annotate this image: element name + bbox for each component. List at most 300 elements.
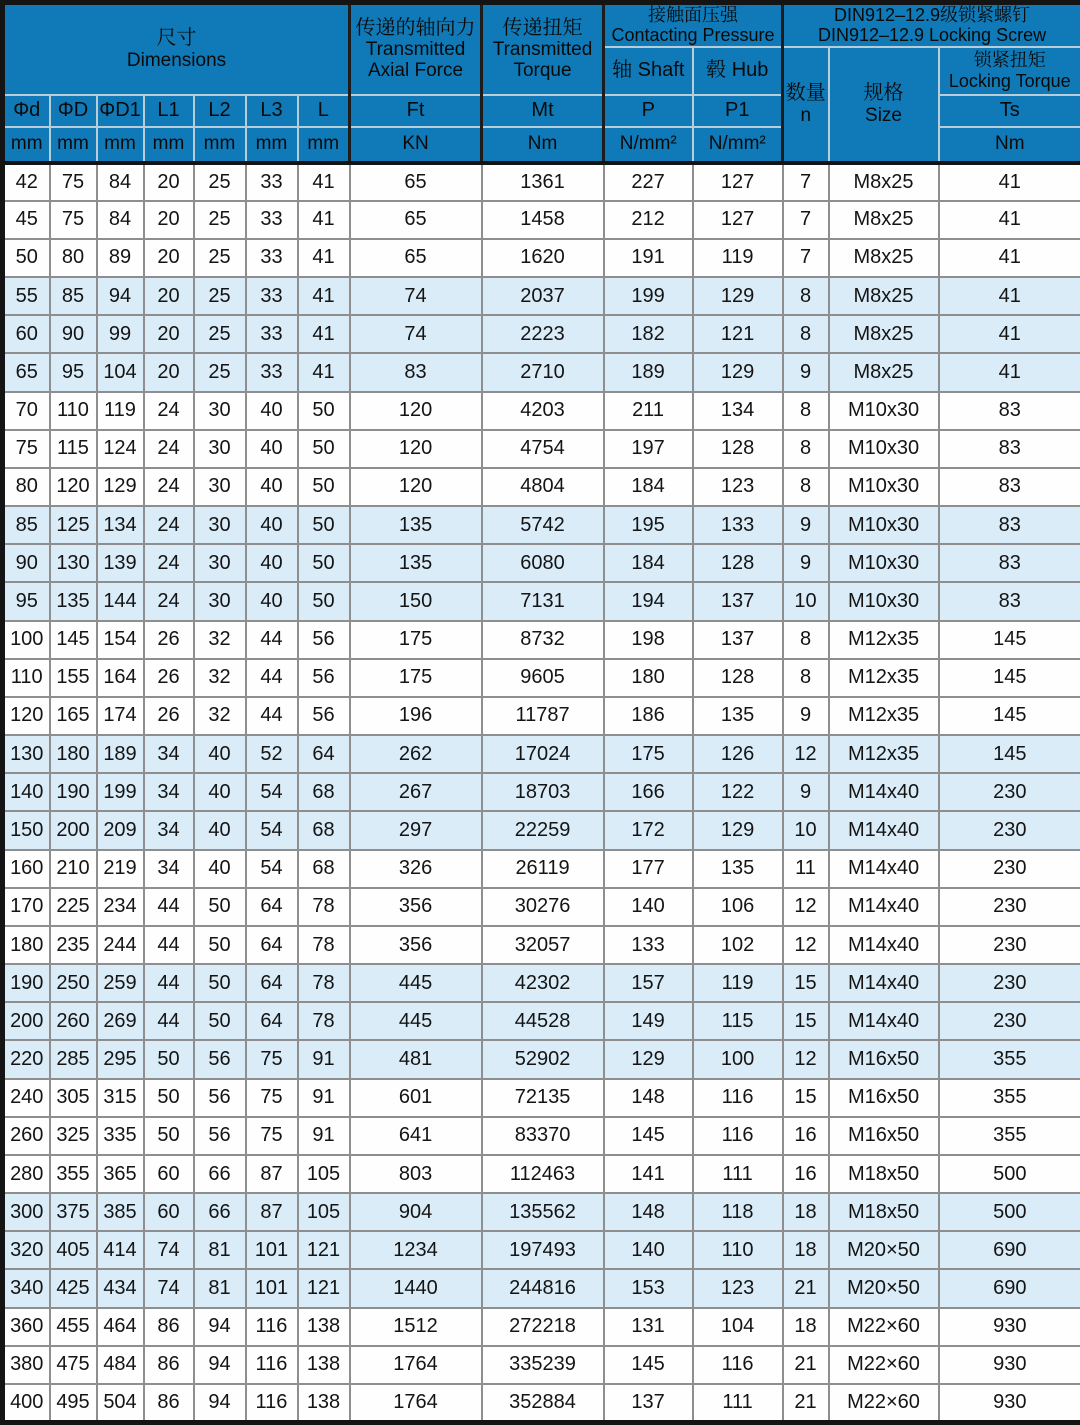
table-cell: 191 — [604, 239, 693, 277]
header-quantity-zh: 数量 — [785, 82, 826, 105]
table-cell: 33 — [246, 239, 298, 277]
table-cell: 41 — [298, 239, 350, 277]
table-cell: 110 — [3, 659, 50, 697]
table-cell: 1512 — [350, 1308, 482, 1346]
table-cell: 24 — [144, 582, 194, 620]
table-cell: 50 — [3, 239, 50, 277]
table-cell: 149 — [604, 1002, 693, 1040]
table-cell: M8x25 — [829, 239, 939, 277]
table-cell: 32057 — [482, 926, 604, 964]
table-cell: 135 — [50, 582, 97, 620]
table-cell: 72135 — [482, 1079, 604, 1117]
table-cell: 115 — [693, 1002, 783, 1040]
table-cell: 75 — [246, 1079, 298, 1117]
table-cell: 104 — [97, 353, 144, 391]
table-cell: 42 — [3, 163, 50, 201]
table-cell: 8 — [783, 621, 829, 659]
table-cell: 50 — [144, 1040, 194, 1078]
table-cell: 80 — [3, 468, 50, 506]
table-cell: 20 — [144, 201, 194, 239]
table-cell: 116 — [693, 1079, 783, 1117]
unit-Nm-1: Nm — [482, 127, 604, 163]
table-cell: 1620 — [482, 239, 604, 277]
table-cell: 115 — [50, 430, 97, 468]
table-cell: 64 — [246, 964, 298, 1002]
table-row — [3, 1079, 1080, 1117]
table-cell: 30 — [194, 430, 246, 468]
table-cell: 120 — [350, 430, 482, 468]
table-header — [3, 3, 1080, 163]
table-cell: 30 — [194, 468, 246, 506]
table-cell: 75 — [50, 201, 97, 239]
table-cell: 340 — [3, 1269, 50, 1307]
table-cell: 135 — [693, 697, 783, 735]
table-cell: 641 — [350, 1117, 482, 1155]
table-cell: 170 — [3, 888, 50, 926]
header-axial-force-en1: Transmitted — [365, 39, 466, 61]
table-row — [3, 163, 1080, 201]
table-cell: 45 — [3, 201, 50, 239]
table-cell: 129 — [604, 1040, 693, 1078]
table-cell: 25 — [194, 315, 246, 353]
table-cell: 111 — [693, 1155, 783, 1193]
table-cell: 355 — [939, 1117, 1080, 1155]
table-cell: 33 — [246, 163, 298, 201]
table-cell: 904 — [350, 1193, 482, 1231]
table-cell: 20 — [144, 277, 194, 315]
table-cell: M8x25 — [829, 315, 939, 353]
table-cell: 262 — [350, 735, 482, 773]
table-row — [3, 544, 1080, 582]
table-cell: 315 — [97, 1079, 144, 1117]
table-cell: 131 — [604, 1308, 693, 1346]
table-row — [3, 277, 1080, 315]
table-cell: 50 — [194, 1002, 246, 1040]
table-cell: M8x25 — [829, 163, 939, 201]
table-row — [3, 811, 1080, 849]
header-locking-screw-en: DIN912–12.9 Locking Screw — [817, 25, 1047, 46]
table-cell: 11787 — [482, 697, 604, 735]
table-cell: 930 — [939, 1308, 1080, 1346]
table-cell: 9605 — [482, 659, 604, 697]
table-cell: 4203 — [482, 392, 604, 430]
table-cell: 134 — [97, 506, 144, 544]
table-cell: 34 — [144, 735, 194, 773]
table-cell: 78 — [298, 926, 350, 964]
table-cell: 227 — [604, 163, 693, 201]
table-cell: 9 — [783, 544, 829, 582]
table-cell: 135 — [350, 506, 482, 544]
table-cell: 1361 — [482, 163, 604, 201]
table-cell: 65 — [350, 201, 482, 239]
table-cell: 230 — [939, 773, 1080, 811]
table-cell: 70 — [3, 392, 50, 430]
table-cell: 137 — [693, 582, 783, 620]
table-cell: 34 — [144, 811, 194, 849]
table-cell: 105 — [298, 1193, 350, 1231]
table-cell: 133 — [693, 506, 783, 544]
header-hub-label: 毂 Hub — [706, 59, 769, 82]
table-cell: 124 — [97, 430, 144, 468]
table-cell: 335 — [97, 1117, 144, 1155]
table-cell: 7 — [783, 239, 829, 277]
table-cell: 138 — [298, 1308, 350, 1346]
table-cell: 68 — [298, 811, 350, 849]
table-cell: 26 — [144, 697, 194, 735]
table-cell: 126 — [693, 735, 783, 773]
table-cell: 325 — [50, 1117, 97, 1155]
table-cell: 133 — [604, 926, 693, 964]
table-cell: 16 — [783, 1155, 829, 1193]
table-cell: 365 — [97, 1155, 144, 1193]
table-cell: 78 — [298, 964, 350, 1002]
table-cell: 15 — [783, 1079, 829, 1117]
table-cell: 174 — [97, 697, 144, 735]
table-cell: 56 — [298, 697, 350, 735]
table-cell: 230 — [939, 850, 1080, 888]
table-cell: 18 — [783, 1231, 829, 1269]
table-cell: 41 — [298, 163, 350, 201]
table-cell: 140 — [604, 888, 693, 926]
table-cell: M14x40 — [829, 773, 939, 811]
header-dimensions — [3, 3, 350, 95]
table-cell: 85 — [3, 506, 50, 544]
table-cell: 65 — [3, 353, 50, 391]
table-body — [3, 163, 1080, 1423]
table-cell: 116 — [693, 1117, 783, 1155]
unit-mm-3: mm — [97, 127, 144, 163]
table-row — [3, 392, 1080, 430]
table-cell: 41 — [298, 277, 350, 315]
table-cell: 83 — [939, 582, 1080, 620]
table-cell: 4754 — [482, 430, 604, 468]
table-cell: 464 — [97, 1308, 144, 1346]
table-cell: M14x40 — [829, 1002, 939, 1040]
table-cell: 41 — [298, 315, 350, 353]
table-cell: 4804 — [482, 468, 604, 506]
table-cell: 8 — [783, 315, 829, 353]
table-cell: 230 — [939, 811, 1080, 849]
table-cell: 175 — [350, 659, 482, 697]
table-cell: 129 — [693, 277, 783, 315]
table-cell: 129 — [97, 468, 144, 506]
table-cell: 601 — [350, 1079, 482, 1117]
table-cell: 175 — [604, 735, 693, 773]
table-cell: 225 — [50, 888, 97, 926]
table-cell: 44 — [144, 926, 194, 964]
table-cell: 414 — [97, 1231, 144, 1269]
table-cell: 50 — [298, 430, 350, 468]
table-cell: 145 — [939, 735, 1080, 773]
table-cell: 44 — [144, 888, 194, 926]
table-cell: M10x30 — [829, 392, 939, 430]
table-cell: 30276 — [482, 888, 604, 926]
table-cell: 445 — [350, 964, 482, 1002]
table-cell: 280 — [3, 1155, 50, 1193]
table-row — [3, 239, 1080, 277]
symbol-L1: L1 — [144, 95, 194, 127]
table-cell: 110 — [50, 392, 97, 430]
table-cell: 186 — [604, 697, 693, 735]
table-cell: 335239 — [482, 1346, 604, 1384]
table-cell: 130 — [50, 544, 97, 582]
table-cell: 16 — [783, 1117, 829, 1155]
table-cell: 175 — [350, 621, 482, 659]
table-row — [3, 926, 1080, 964]
table-cell: M22×60 — [829, 1346, 939, 1384]
table-cell: 356 — [350, 888, 482, 926]
table-cell: M14x40 — [829, 811, 939, 849]
table-cell: 285 — [50, 1040, 97, 1078]
table-row — [3, 201, 1080, 239]
table-row — [3, 315, 1080, 353]
table-cell: 26119 — [482, 850, 604, 888]
table-row — [3, 1308, 1080, 1346]
symbol-P: P — [604, 95, 693, 127]
table-cell: 12 — [783, 1040, 829, 1078]
table-cell: 1764 — [350, 1384, 482, 1423]
table-cell: 235 — [50, 926, 97, 964]
table-cell: 81 — [194, 1231, 246, 1269]
table-cell: 32 — [194, 659, 246, 697]
symbol-Ts: Ts — [939, 95, 1080, 127]
table-cell: 484 — [97, 1346, 144, 1384]
table-cell: 52 — [246, 735, 298, 773]
table-cell: 24 — [144, 468, 194, 506]
table-cell: 690 — [939, 1269, 1080, 1307]
table-cell: 190 — [50, 773, 97, 811]
table-cell: 41 — [298, 353, 350, 391]
table-cell: 240 — [3, 1079, 50, 1117]
table-cell: 504 — [97, 1384, 144, 1423]
table-cell: 21 — [783, 1384, 829, 1423]
table-cell: 145 — [604, 1117, 693, 1155]
table-cell: 50 — [144, 1079, 194, 1117]
unit-mm-6: mm — [246, 127, 298, 163]
table-cell: 212 — [604, 201, 693, 239]
table-cell: 199 — [97, 773, 144, 811]
table-cell: 122 — [693, 773, 783, 811]
table-cell: 189 — [604, 353, 693, 391]
table-cell: 127 — [693, 163, 783, 201]
table-cell: 145 — [604, 1346, 693, 1384]
table-cell: 64 — [246, 888, 298, 926]
unit-Nm-2: Nm — [939, 127, 1080, 163]
table-cell: 54 — [246, 850, 298, 888]
table-cell: 116 — [693, 1346, 783, 1384]
table-cell: 320 — [3, 1231, 50, 1269]
table-cell: 500 — [939, 1193, 1080, 1231]
table-cell: M8x25 — [829, 201, 939, 239]
table-cell: 9 — [783, 697, 829, 735]
table-cell: 90 — [3, 544, 50, 582]
table-cell: 24 — [144, 392, 194, 430]
table-cell: 86 — [144, 1346, 194, 1384]
table-cell: M10x30 — [829, 582, 939, 620]
table-cell: 41 — [939, 239, 1080, 277]
table-cell: 94 — [97, 277, 144, 315]
table-cell: 25 — [194, 201, 246, 239]
header-torque-en1: Transmitted — [492, 39, 593, 61]
table-cell: M16x50 — [829, 1079, 939, 1117]
table-cell: 40 — [194, 850, 246, 888]
table-cell: 269 — [97, 1002, 144, 1040]
table-cell: 8 — [783, 392, 829, 430]
table-cell: 244 — [97, 926, 144, 964]
table-row — [3, 1346, 1080, 1384]
header-locking-torque-zh: 锁紧扭矩 — [973, 50, 1046, 71]
header-size-zh: 规格 — [863, 82, 904, 105]
table-row — [3, 582, 1080, 620]
table-cell: 101 — [246, 1269, 298, 1307]
table-cell: 52902 — [482, 1040, 604, 1078]
table-cell: 141 — [604, 1155, 693, 1193]
table-cell: 102 — [693, 926, 783, 964]
table-cell: 40 — [246, 506, 298, 544]
table-cell: 54 — [246, 811, 298, 849]
table-cell: 99 — [97, 315, 144, 353]
table-cell: 18 — [783, 1308, 829, 1346]
table-cell: 145 — [939, 659, 1080, 697]
header-shaft — [604, 47, 693, 95]
table-cell: M10x30 — [829, 544, 939, 582]
table-cell: 360 — [3, 1308, 50, 1346]
table-cell: 259 — [97, 964, 144, 1002]
table-cell: 7 — [783, 163, 829, 201]
table-cell: 267 — [350, 773, 482, 811]
unit-mm-4: mm — [144, 127, 194, 163]
table-cell: 87 — [246, 1155, 298, 1193]
table-cell: 139 — [97, 544, 144, 582]
table-cell: 44 — [246, 697, 298, 735]
table-cell: 40 — [194, 811, 246, 849]
table-cell: M8x25 — [829, 353, 939, 391]
table-row — [3, 468, 1080, 506]
table-cell: 356 — [350, 926, 482, 964]
table-cell: 9 — [783, 506, 829, 544]
table-cell: 55 — [3, 277, 50, 315]
table-cell: 64 — [246, 1002, 298, 1040]
table-cell: 32 — [194, 697, 246, 735]
table-cell: 40 — [246, 468, 298, 506]
table-cell: 1458 — [482, 201, 604, 239]
table-cell: 40 — [246, 430, 298, 468]
table-cell: 165 — [50, 697, 97, 735]
table-cell: 20 — [144, 353, 194, 391]
table-cell: 6080 — [482, 544, 604, 582]
table-cell: 148 — [604, 1079, 693, 1117]
table-cell: 44 — [144, 1002, 194, 1040]
table-cell: 75 — [246, 1040, 298, 1078]
table-cell: M18x50 — [829, 1193, 939, 1231]
table-cell: 153 — [604, 1269, 693, 1307]
table-cell: 128 — [693, 430, 783, 468]
symbol-P1: P1 — [693, 95, 783, 127]
symbol-phi-d: Φd — [3, 95, 50, 127]
table-cell: 90 — [50, 315, 97, 353]
table-row — [3, 1193, 1080, 1231]
table-cell: 2710 — [482, 353, 604, 391]
table-cell: 211 — [604, 392, 693, 430]
table-cell: 10 — [783, 811, 829, 849]
table-cell: 40 — [246, 392, 298, 430]
table-cell: 230 — [939, 926, 1080, 964]
header-torque-en2: Torque — [513, 60, 572, 82]
table-cell: 50 — [144, 1117, 194, 1155]
unit-mm-1: mm — [3, 127, 50, 163]
header-torque-zh: 传递扭矩 — [502, 16, 583, 39]
table-cell: 110 — [693, 1231, 783, 1269]
table-cell: 41 — [298, 201, 350, 239]
table-cell: 12 — [783, 926, 829, 964]
table-cell: 150 — [350, 582, 482, 620]
table-row — [3, 506, 1080, 544]
table-cell: 129 — [693, 353, 783, 391]
table-cell: 40 — [194, 735, 246, 773]
table-cell: 86 — [144, 1308, 194, 1346]
header-axial-force-en2: Axial Force — [368, 60, 464, 82]
table-cell: 135562 — [482, 1193, 604, 1231]
table-cell: 184 — [604, 468, 693, 506]
table-cell: 30 — [194, 506, 246, 544]
table-cell: 177 — [604, 850, 693, 888]
table-cell: 87 — [246, 1193, 298, 1231]
header-pressure-en: Contacting Pressure — [611, 25, 775, 46]
table-cell: 40 — [194, 773, 246, 811]
header-dimensions-en: Dimensions — [126, 49, 227, 71]
table-cell: M8x25 — [829, 277, 939, 315]
table-cell: M20×50 — [829, 1269, 939, 1307]
table-cell: 250 — [50, 964, 97, 1002]
table-cell: M12x35 — [829, 621, 939, 659]
table-cell: 105 — [298, 1155, 350, 1193]
symbol-Ft: Ft — [350, 95, 482, 127]
table-cell: 80 — [50, 239, 97, 277]
header-torque — [482, 3, 604, 95]
table-cell: 64 — [246, 926, 298, 964]
table-cell: M10x30 — [829, 506, 939, 544]
table-cell: 209 — [97, 811, 144, 849]
table-cell: 445 — [350, 1002, 482, 1040]
table-cell: 145 — [939, 697, 1080, 735]
table-cell: M18x50 — [829, 1155, 939, 1193]
table-cell: 118 — [693, 1193, 783, 1231]
table-row — [3, 1040, 1080, 1078]
table-cell: M12x35 — [829, 659, 939, 697]
table-row — [3, 735, 1080, 773]
table-cell: 234 — [97, 888, 144, 926]
table-cell: 74 — [144, 1269, 194, 1307]
table-cell: 352884 — [482, 1384, 604, 1423]
table-cell: 94 — [194, 1346, 246, 1384]
table-cell: 180 — [604, 659, 693, 697]
symbol-L2: L2 — [194, 95, 246, 127]
table-cell: 495 — [50, 1384, 97, 1423]
table-cell: 30 — [194, 582, 246, 620]
table-cell: 154 — [97, 621, 144, 659]
table-cell: 56 — [194, 1040, 246, 1078]
table-cell: 140 — [604, 1231, 693, 1269]
table-cell: 135 — [693, 850, 783, 888]
table-cell: M22×60 — [829, 1384, 939, 1423]
table-cell: 1234 — [350, 1231, 482, 1269]
table-cell: 130 — [3, 735, 50, 773]
table-cell: 8 — [783, 277, 829, 315]
table-cell: 44 — [246, 659, 298, 697]
symbol-L: L — [298, 95, 350, 127]
table-cell: 25 — [194, 353, 246, 391]
table-cell: 95 — [3, 582, 50, 620]
